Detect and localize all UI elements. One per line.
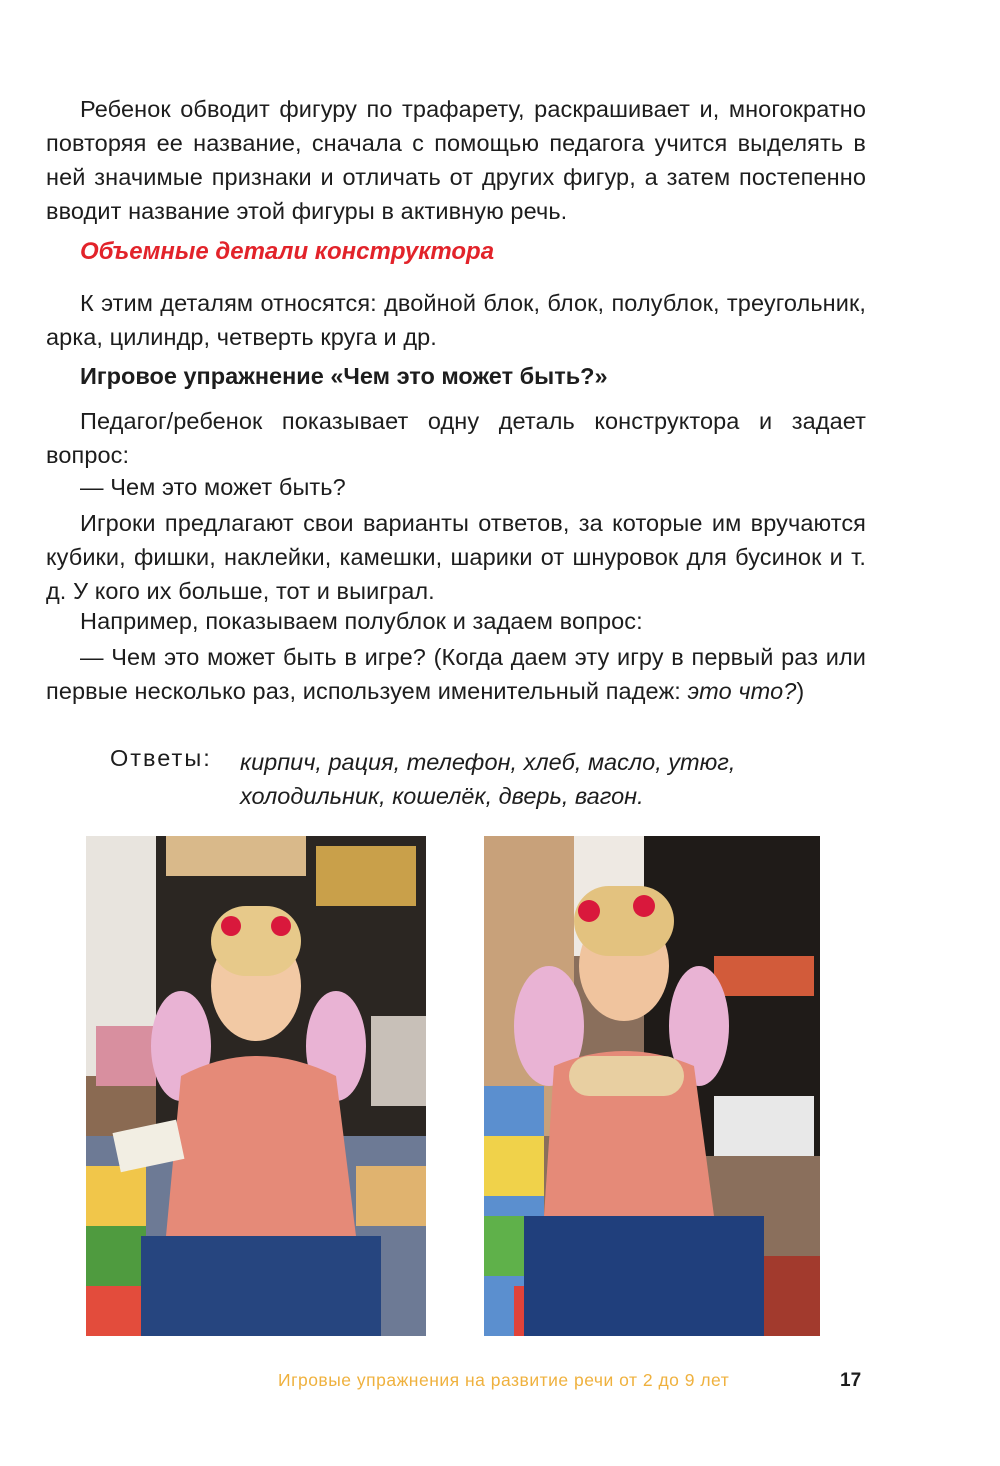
exercise-description: Педагог/ребенок показывает одну деталь конструктора и задает вопрос: [46,408,866,468]
photo-illustration-left [86,836,426,1336]
section-heading: Объемные детали конструктора [80,238,495,265]
running-footer-title: Игровые упражнения на развитие речи от 2 до 9 лет [278,1370,730,1390]
photo-girl-with-cylinder [484,836,820,1336]
example-question-text: — Чем это может быть в игре? (Когда даем эту игру в первый раз или первые несколько раз, используем именительный падеж: [46,644,866,704]
example-question-end: ) [796,678,805,704]
example-intro: Например, показываем полублок и задаем вопрос: [80,608,643,634]
photo-girl-with-half-block [86,836,426,1336]
photo-illustration-right [484,836,820,1336]
exercise-title: Игровое упражнение «Чем это может быть?» [80,363,608,389]
rules-paragraph: Игроки предлагают свои варианты ответов, за которые им вручаются кубики, фишки, наклейки, камешки, шарики от шнуровок для бусинок и т. д. У кого их больше, тот и выиграл. [46,510,866,604]
example-question [46,640,866,708]
page-number: 17 [840,1370,862,1391]
details-paragraph: К этим деталям относятся: двойной блок, блок, полублок, треугольник, арка, цилиндр, четверть круга и др. [46,290,866,350]
answers-label: Ответы: [110,745,212,771]
answers-list: кирпич, рация, телефон, хлеб, масло, утюг, холодильник, кошелёк, дверь, вагон. [240,749,736,809]
question-line: — Чем это может быть? [80,474,346,500]
example-question-italic: это что? [687,678,797,704]
intro-paragraph: Ребенок обводит фигуру по трафарету, раскрашивает и, многократно повторяя ее название, сначала с помощью педагога учится выделять в ней значимые признаки и отличать от других фигур, а затем постепенно вводит название этой фигуры в активную речь. [46,96,866,224]
